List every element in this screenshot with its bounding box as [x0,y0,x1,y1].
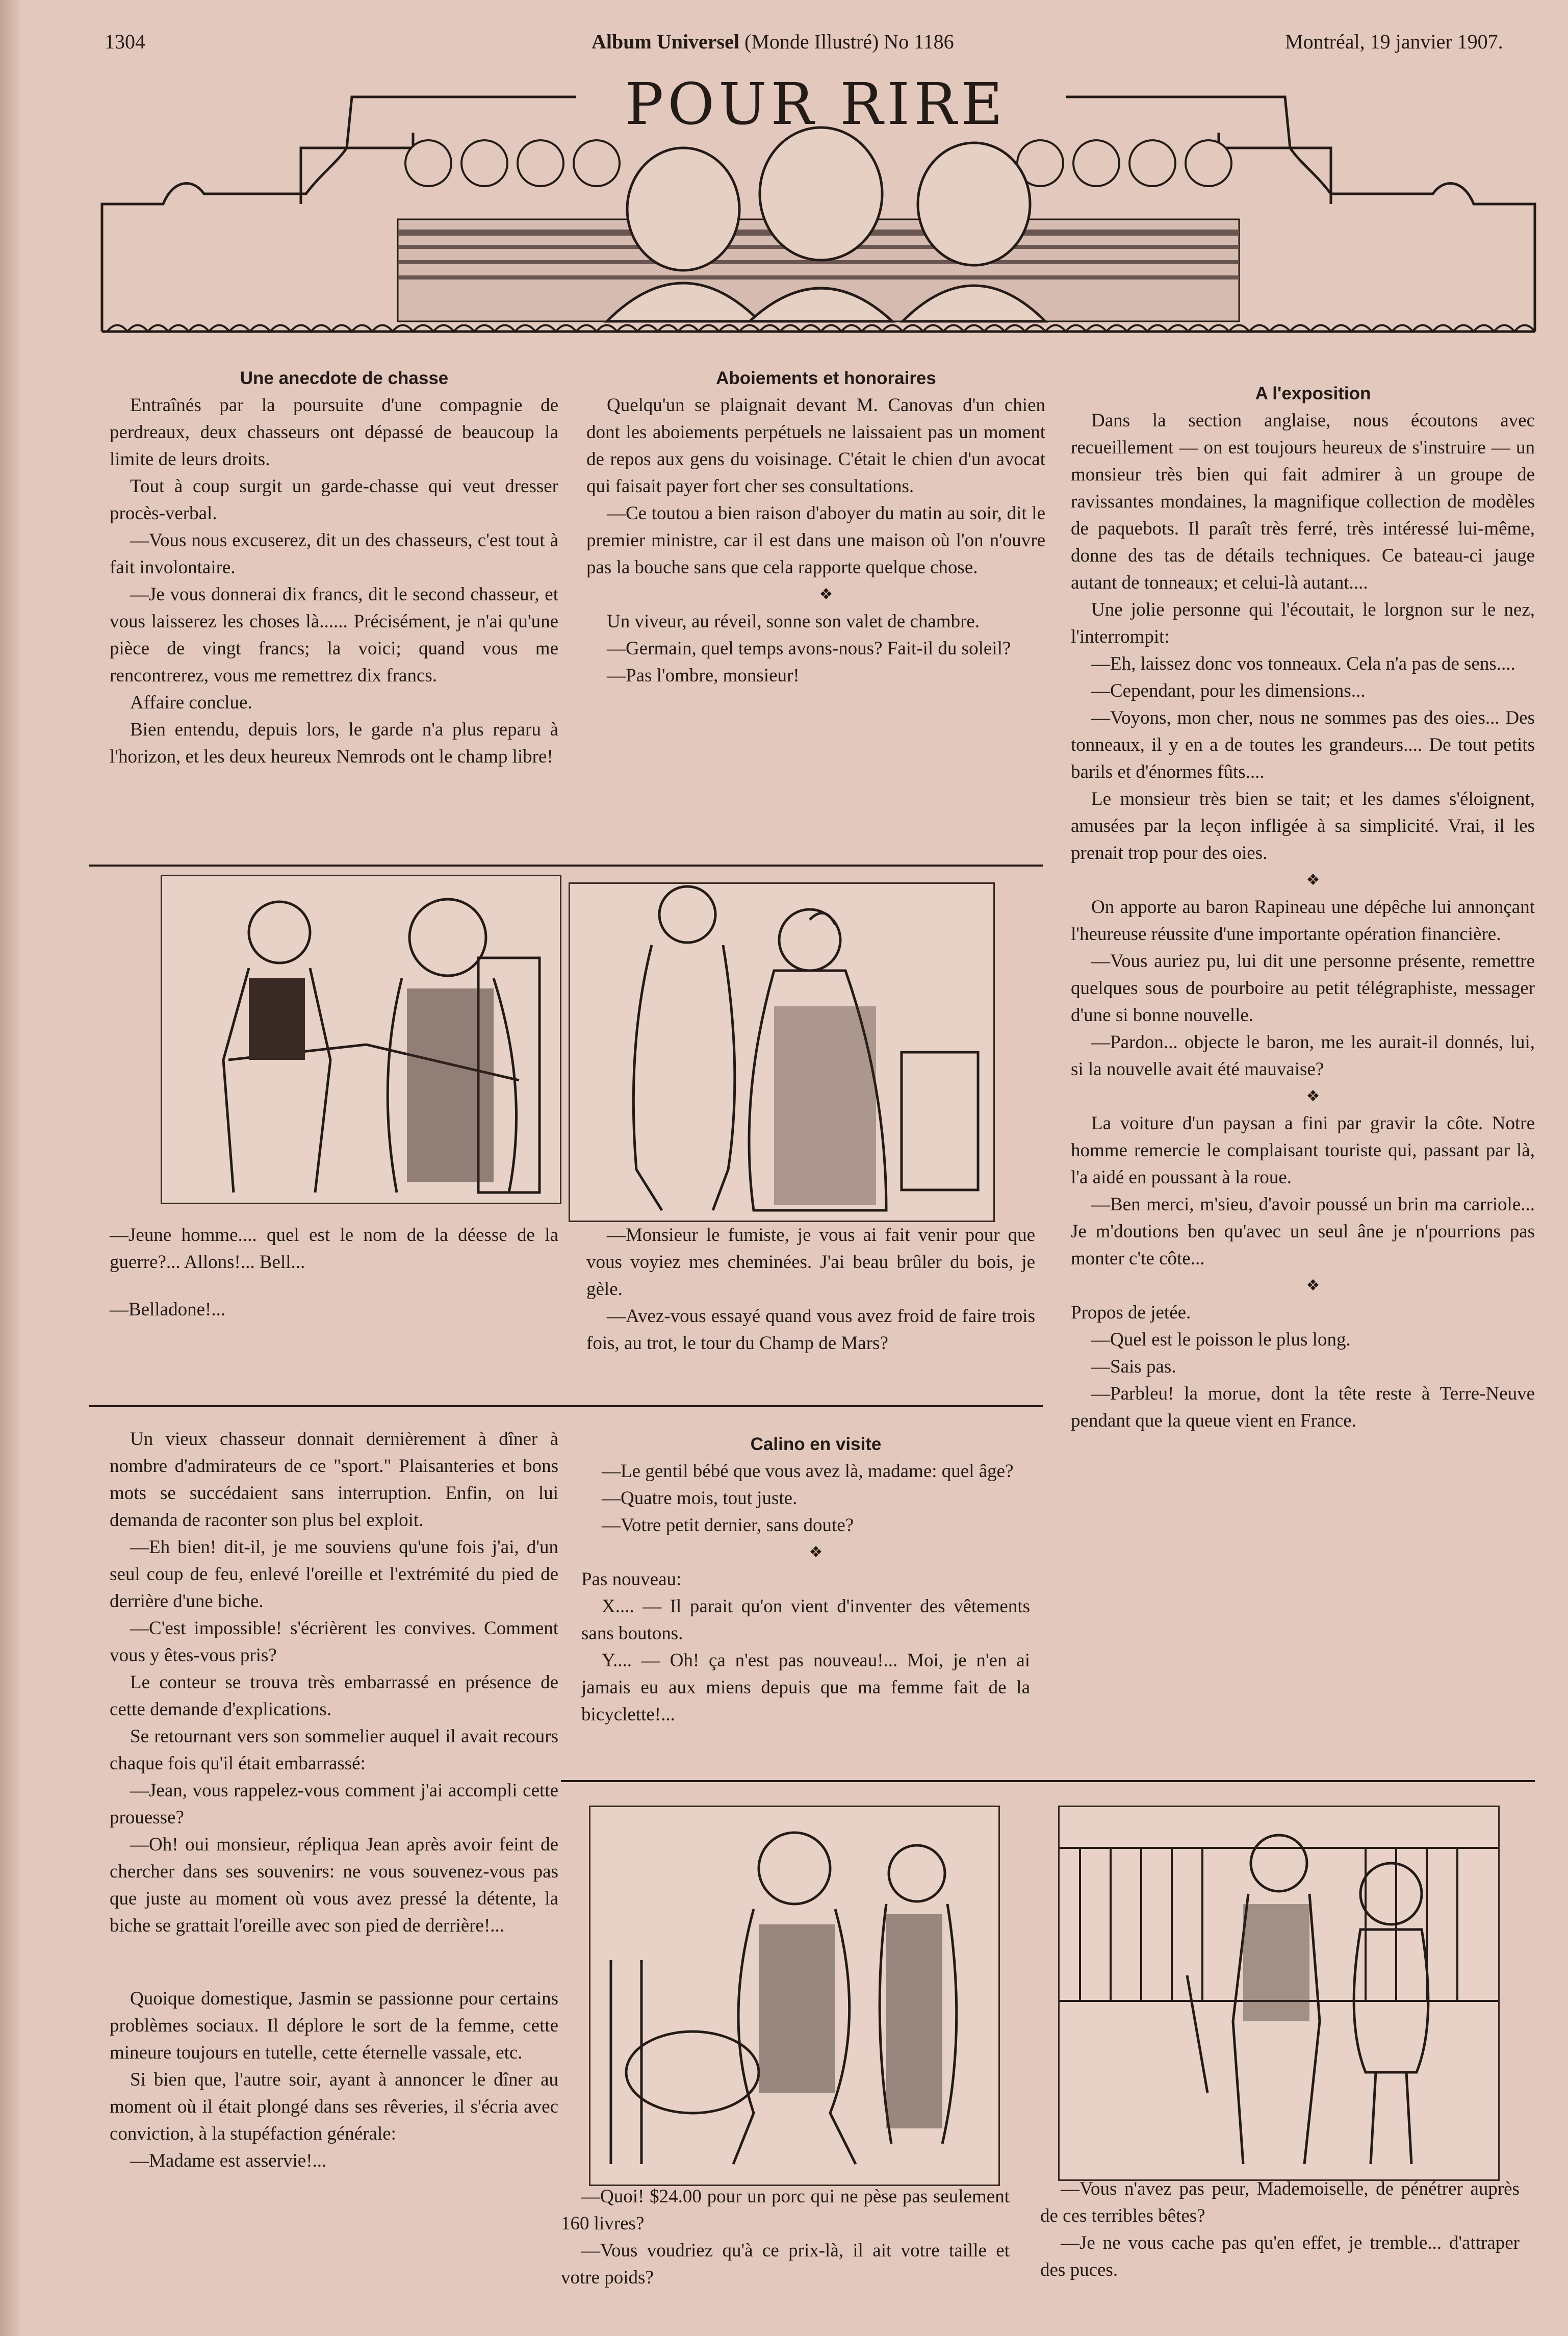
publication-header [592,30,954,54]
article-calino-en-visite [581,1431,1030,1728]
caption-line: —Vous voudriez qu'à ce prix-là, il ait votre taille et votre poids? [561,2240,1010,2288]
cartoon-caption-2 [586,1222,1035,1357]
paragraph: Se retournant vers son sommelier auquel il avait recours chaque fois qu'il était embarrassé: [110,1726,558,1774]
paragraph: Bien entendu, depuis lors, le garde n'a plus reparu à l'horizon, et les deux heureux Nemrods ont le champ libre! [110,719,558,767]
article-anecdote-chasse [110,365,558,770]
paragraph: Pas nouveau: [581,1569,682,1590]
cartoon-caption-3 [561,2183,1010,2291]
page-spine-shadow [0,0,20,2336]
paragraph: Dans la section anglaise, nous écoutons avec recueillement — on est toujours heureux de s'instruire — un monsieur très bien qui fait admirer à un groupe de ravissantes mondaines, la magnifique collection de modèles de paquebots. Il paraît très ferré, très intéressé lui-même, donne des tas de détails techniques. Ce bateau-ci jauge autant de tonneaux; et celui-là autant.... [1071,410,1535,593]
paragraph: —Oh! oui monsieur, répliqua Jean après avoir feint de chercher dans ses souvenirs: ne vous souvenez-vous pas que juste au moment où vous avez pressé la détente, la biche se grattait l'oreille avec son pied de derrière!... [110,1834,558,1936]
article-exposition [1071,380,1535,1434]
caption-line: —Je ne vous cache pas qu'en effet, je tremble... d'attraper des puces. [1040,2232,1520,2280]
paragraph: —Sais pas. [1091,1356,1176,1377]
ornament-separator: ❖ [1306,872,1320,888]
cartoon-chimney-sweep-illustration [569,882,995,1222]
ornament-separator: ❖ [809,1544,823,1561]
paragraph: Propos de jetée. [1071,1302,1191,1323]
paragraph: —Madame est asservie!... [130,2150,327,2171]
paragraph: —Le gentil bébé que vous avez là, madame: quel âge? [602,1461,1014,1482]
paragraph: Quoique domestique, Jasmin se passionne pour certains problèmes sociaux. Il déplore le sort de la femme, cette mineure toujours en tutelle, cette éternelle vassale, etc. [110,1988,558,2063]
caption-line: —Quoi! $24.00 pour un porc qui ne pèse pas seulement 160 livres? [561,2186,1010,2234]
article-title: Une anecdote de chasse [240,368,449,388]
paragraph: Un viveur, au réveil, sonne son valet de chambre. [607,611,980,632]
dateline: Montréal, 19 janvier 1907. [1285,30,1503,53]
paragraph: —Pardon... objecte le baron, me les aurait-il donnés, lui, si la nouvelle avait été mauvaise? [1071,1032,1535,1080]
paragraph: Quelqu'un se plaignait devant M. Canovas d'un chien dont les aboiements perpétuels ne laissaient pas un moment de repos aux gens du voisinage. C'était le chien d'un avocat qui faisait payer fort cher ses consultations. [586,395,1045,497]
cartoon-menagerie-illustration [1058,1806,1500,2181]
paragraph: —Germain, quel temps avons-nous? Fait-il du soleil? [607,638,1011,659]
paragraph: —Pas l'ombre, monsieur! [607,665,800,686]
caption-line: —Avez-vous essayé quand vous avez froid de faire trois fois, au trot, le tour du Champ de Mars? [586,1306,1035,1354]
paragraph: —Ce toutou a bien raison d'aboyer du matin au soir, dit le premier ministre, car il est dans une maison où l'on n'ouvre pas la bouche sans que cela rapporte quelque chose. [586,503,1045,578]
publication-edition: (Monde Illustré) No 1186 [744,30,954,53]
paragraph: —Vous nous excuserez, dit un des chasseurs, c'est tout à fait involontaire. [110,530,558,578]
paragraph: —Cependant, pour les dimensions... [1091,680,1366,701]
paragraph: —Je vous donnerai dix francs, dit le second chasseur, et vous laisserez les choses là...... Précisément, je n'ai qu'une pièce de vingt francs; la voici; quand vous me rencontrerez, vous me remettrez dix francs. [110,584,558,686]
column-rule [561,1780,1535,1782]
paragraph: Tout à coup surgit un garde-chasse qui veut dresser procès-verbal. [110,476,558,524]
paragraph: Si bien que, l'autre soir, ayant à annoncer le dîner au moment où il était plongé dans ses rêveries, il s'écria avec conviction, à la stupéfaction générale: [110,2069,558,2144]
paragraph: Y.... — Oh! ça n'est pas nouveau!... Moi, je n'en ai jamais eu aux miens depuis que ma femme fait de la bicyclette!... [581,1650,1030,1725]
cartoon-caption-4 [1040,2175,1520,2283]
ornament-separator: ❖ [1306,1277,1320,1294]
cartoon-caption-1 [110,1222,558,1323]
column-rule [89,865,1043,867]
paragraph: Le conteur se trouva très embarrassé en présence de cette demande d'explications. [110,1672,558,1720]
article-title: Aboiements et honoraires [716,368,936,388]
paragraph: —Parbleu! la morue, dont la tête reste à Terre-Neuve pendant que la queue vient en France. [1071,1383,1535,1431]
section-title: POUR RIRE [625,71,1007,138]
paragraph: —Eh bien! dit-il, je me souviens qu'une fois j'ai, d'un seul coup de feu, enlevé l'oreille et l'extrémité du pied de derrière d'une biche. [110,1537,558,1612]
paragraph: —C'est impossible! s'écrièrent les convives. Comment vous y êtes-vous pris? [110,1618,558,1666]
paragraph: X.... — Il parait qu'on vient d'inventer des vêtements sans boutons. [581,1596,1030,1644]
article-vieux-chasseur [110,1426,558,2174]
caption-line: —Jeune homme.... quel est le nom de la déesse de la guerre?... Allons!... Bell... [110,1225,558,1273]
paragraph: —Quatre mois, tout juste. [602,1488,798,1509]
page-number: 1304 [105,30,145,53]
cartoon-pig-price-illustration [589,1806,1000,2186]
caption-line: —Monsieur le fumiste, je vous ai fait venir pour que vous voyiez mes cheminées. J'ai beau brûler du bois, je gèle. [586,1225,1035,1300]
paragraph: Une jolie personne qui l'écoutait, le lorgnon sur le nez, l'interrompit: [1071,599,1535,647]
paragraph: —Voyons, mon cher, nous ne sommes pas des oies... Des tonneaux, il y en a de toutes les grandeurs.... De tout petits barils et d'énormes fûts.... [1071,707,1535,782]
paragraph: La voiture d'un paysan a fini par gravir la côte. Notre homme remercie le complaisant touriste qui, passant par là, l'a aidé en poussant à la roue. [1071,1113,1535,1188]
paragraph: —Ben merci, m'sieu, d'avoir poussé un brin ma carriole... Je m'doutions ben qu'avec un seul âne je n'pourrions pas monter c'te côte... [1071,1194,1535,1269]
article-aboiements [586,365,1045,689]
paragraph: —Jean, vous rappelez-vous comment j'ai accompli cette prouesse? [110,1780,558,1828]
column-rule [89,1405,1043,1407]
paragraph: Affaire conclue. [130,692,252,713]
publication-name: Album Universel [592,30,739,53]
paragraph: —Eh, laissez donc vos tonneaux. Cela n'a pas de sens.... [1091,653,1515,674]
paragraph: Entraînés par la poursuite d'une compagnie de perdreaux, deux chasseurs ont dépassé de beaucoup la limite de leurs droits. [110,395,558,470]
paragraph: —Votre petit dernier, sans doute? [602,1515,854,1536]
ornament-separator: ❖ [819,586,833,603]
paragraph: Un vieux chasseur donnait dernièrement à dîner à nombre d'admirateurs de ce "sport." Plaisanteries et bons mots se succédaient sans interruption. Enfin, on lui demanda de raconter son plus bel exploit. [110,1429,558,1531]
caption-line: —Belladone!... [110,1299,226,1320]
paragraph: —Vous auriez pu, lui dit une personne présente, remettre quelques sous de pourboire au petit télégraphiste, messager d'une si bonne nouvelle. [1071,951,1535,1026]
caption-line: —Vous n'avez pas peur, Mademoiselle, de pénétrer auprès de ces terribles bêtes? [1040,2178,1520,2226]
cartoon-goddess-of-war-illustration [161,875,561,1204]
article-title: A l'exposition [1255,384,1371,403]
article-title: Calino en visite [750,1434,882,1454]
ornament-separator: ❖ [1306,1088,1320,1105]
paragraph: Le monsieur très bien se tait; et les dames s'éloignent, amusées par la leçon infligée à sa simplicité. Vrai, il les prenait trop pour des oies. [1071,789,1535,864]
paragraph: On apporte au baron Rapineau une dépêche lui annonçant l'heureuse réussite d'une importante opération financière. [1071,897,1535,945]
paragraph: —Quel est le poisson le plus long. [1091,1329,1351,1350]
